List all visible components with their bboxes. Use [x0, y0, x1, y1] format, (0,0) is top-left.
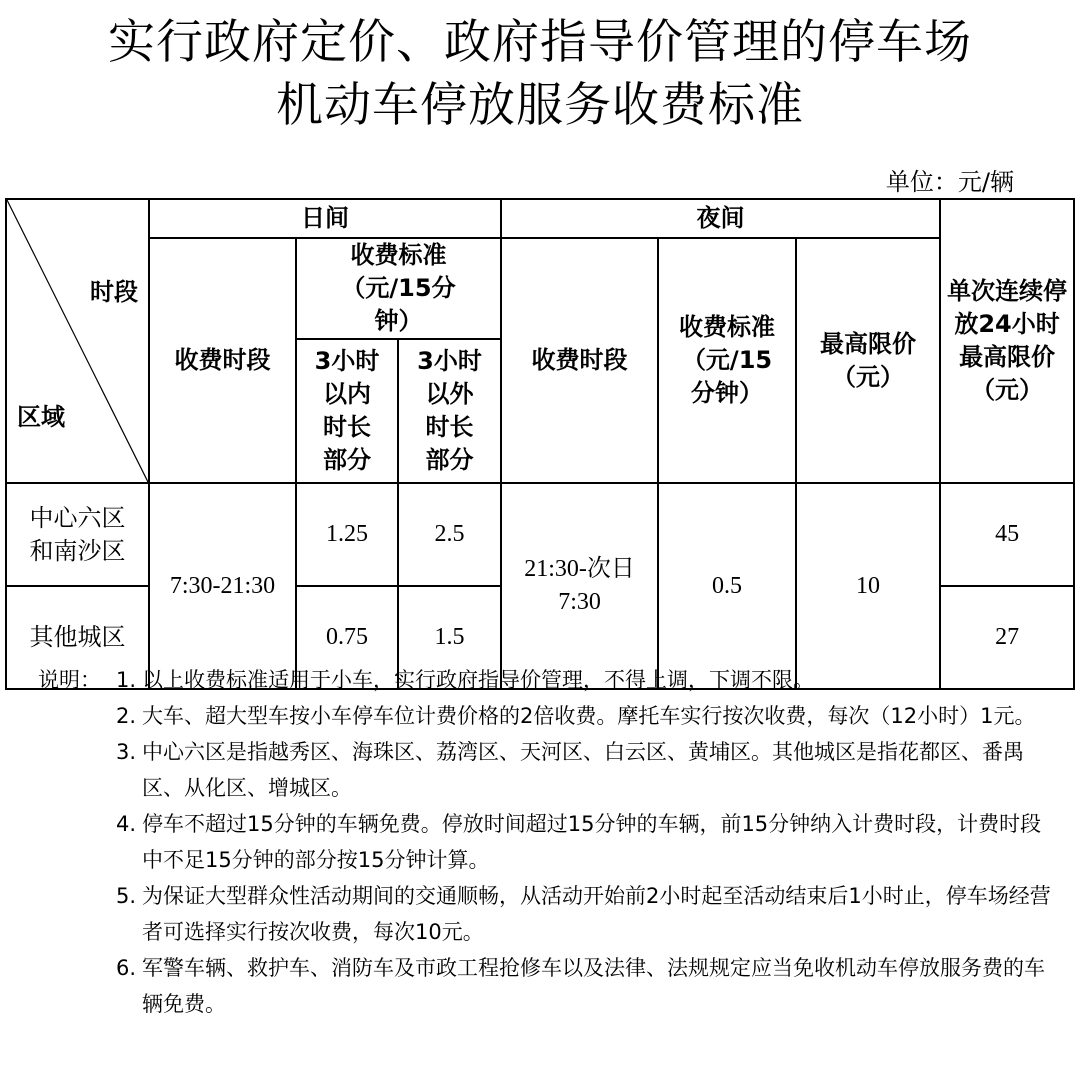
central-cap-24h: 45 [940, 483, 1074, 586]
note-text: 大车、超大型车按小车停车位计费价格的2倍收费。摩托车实行按次收费，每次（12小时）1元。 [142, 704, 1036, 728]
document-title-line-2: 机动车停放服务收费标准 [276, 78, 804, 133]
note-item [38, 734, 1058, 806]
beyond-3h-header-text: 3小时以外时长部分 [417, 347, 482, 474]
central-beyond-3h: 2.5 [398, 483, 501, 586]
other-beyond-3h: 1.5 [398, 586, 501, 689]
note-text: 停车不超过15分钟的车辆免费。停放时间超过15分钟的车辆，前15分钟纳入计费时段，计费时段中不足15分钟的部分按15分钟计算。 [142, 812, 1042, 872]
within-3h-header [296, 339, 398, 483]
note-indent [38, 878, 111, 950]
fee-table [5, 198, 1075, 690]
note-number: 6. [115, 956, 136, 980]
other-within-3h: 0.75 [296, 586, 398, 689]
day-rate-header-text: 收费标准（元/15分钟） [341, 241, 456, 335]
note-text: 为保证大型群众性活动期间的交通顺畅，从活动开始前2小时起至活动结束后1小时止，停车场经营者可选择实行按次收费，每次10元。 [142, 884, 1051, 944]
night-max-header-text: 最高限价（元） [820, 329, 917, 391]
notes-section [38, 662, 1058, 1022]
note-item [38, 662, 1058, 698]
region-other: 其他城区 [6, 586, 149, 689]
cap-24h-header [940, 199, 1074, 483]
beyond-3h-header [398, 339, 501, 483]
document-title-line-1: 实行政府定价、政府指导价管理的停车场 [108, 15, 972, 70]
note-item [38, 806, 1058, 878]
note-number: 3. [115, 740, 136, 764]
night-rate-header-text: 收费标准（元/15分钟） [679, 313, 776, 407]
note-number: 1. [115, 668, 136, 692]
central-within-3h: 1.25 [296, 483, 398, 586]
day-header: 日间 [149, 199, 501, 238]
night-period-value [501, 483, 658, 689]
cap-24h-header-text: 单次连续停放24小时最高限价（元） [947, 277, 1068, 404]
night-max-value: 10 [796, 483, 940, 689]
note-text: 军警车辆、救护车、消防车及市政工程抢修车以及法律、法规规定应当免收机动车停放服务费的车辆免费。 [142, 956, 1045, 1016]
day-rate-header [296, 238, 501, 339]
corner-period-label: 时段 [90, 278, 138, 306]
night-rate-value: 0.5 [658, 483, 796, 689]
night-period-header: 收费时段 [501, 238, 658, 483]
region-central [6, 483, 149, 586]
note-indent [38, 806, 111, 878]
note-number: 2. [115, 704, 136, 728]
note-item [38, 878, 1058, 950]
night-max-header [796, 238, 940, 483]
night-header: 夜间 [501, 199, 940, 238]
day-period-value: 7:30-21:30 [149, 483, 296, 689]
diagonal-line [7, 200, 148, 482]
note-number: 5. [115, 884, 136, 908]
note-indent [38, 698, 111, 734]
unit-label: 单位：元/辆 [885, 168, 1014, 196]
note-number: 4. [115, 812, 136, 836]
night-rate-header [658, 238, 796, 483]
region-central-text: 中心六区和南沙区 [29, 503, 126, 565]
day-period-header: 收费时段 [149, 238, 296, 483]
note-text: 中心六区是指越秀区、海珠区、荔湾区、天河区、白云区、黄埔区。其他城区是指花都区、番禺区、从化区、增城区。 [142, 740, 1024, 800]
note-item [38, 698, 1058, 734]
note-item [38, 950, 1058, 1022]
notes-prefix: 说明： [38, 668, 101, 692]
within-3h-header-text: 3小时以内时长部分 [314, 347, 380, 474]
note-indent [38, 734, 111, 806]
night-period-value-text: 21:30-次日7:30 [524, 556, 635, 615]
corner-region-label: 区域 [17, 403, 65, 431]
note-text: 以上收费标准适用于小车，实行政府指导价管理，不得上调，下调不限。 [142, 668, 814, 692]
corner-diagonal-cell [6, 199, 149, 483]
other-cap-24h: 27 [940, 586, 1074, 689]
note-indent [38, 950, 111, 1022]
